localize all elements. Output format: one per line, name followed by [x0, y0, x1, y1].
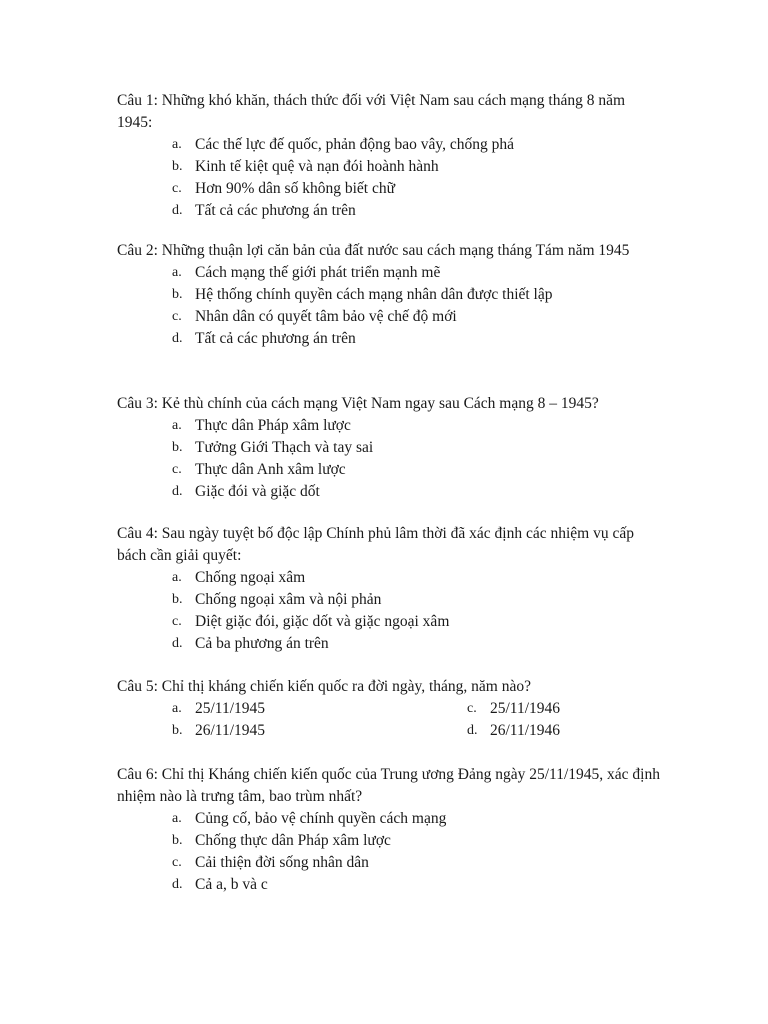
option-4b [117, 589, 662, 611]
option-3c [117, 459, 677, 481]
option-3d [117, 481, 677, 503]
option-6d [117, 874, 667, 896]
option-letter: b. [172, 833, 183, 848]
option-5b [117, 720, 455, 742]
question-1-text: Câu 1: Những khó khăn, thách thức đối với Việt Nam sau cách mạng tháng 8 năm 1945: [117, 92, 626, 131]
question-2 [117, 240, 647, 350]
option-6c [117, 852, 667, 874]
option-2b [117, 284, 647, 306]
option-text: Tất cả các phương án trên [195, 330, 356, 347]
option-5a [117, 698, 455, 720]
option-text: Tất cả các phương án trên [195, 202, 356, 219]
option-text: Chống thực dân Pháp xâm lược [195, 832, 391, 849]
option-letter: d. [172, 203, 183, 218]
option-text: 25/11/1946 [490, 700, 561, 717]
option-text: Cả a, b và c [195, 876, 268, 893]
question-5-options [117, 698, 677, 742]
option-text: 25/11/1945 [195, 700, 266, 717]
option-letter: c. [172, 181, 182, 196]
option-letter: c. [172, 462, 182, 477]
option-6a [117, 808, 667, 830]
option-text: Các thế lực đế quốc, phản động bao vây, chống phá [195, 136, 515, 153]
option-letter: a. [172, 701, 182, 716]
option-letter: c. [172, 855, 182, 870]
option-letter: d. [172, 331, 183, 346]
option-text: Tưởng Giới Thạch và tay sai [195, 439, 374, 456]
option-text: Hơn 90% dân số không biết chữ [195, 180, 395, 197]
question-5 [117, 676, 677, 742]
option-3b [117, 437, 677, 459]
question-1 [117, 90, 647, 222]
option-text: Thực dân Pháp xâm lược [195, 417, 351, 434]
option-3a [117, 415, 677, 437]
option-4c [117, 611, 662, 633]
option-text: 26/11/1945 [195, 722, 266, 739]
question-6 [117, 764, 667, 896]
option-text: Cải thiện đời sống nhân dân [195, 854, 369, 871]
question-4 [117, 523, 662, 655]
option-letter: d. [467, 723, 478, 738]
option-1b [117, 156, 647, 178]
option-letter: b. [172, 287, 183, 302]
option-letter: a. [172, 570, 182, 585]
option-letter: c. [172, 614, 182, 629]
option-6b [117, 830, 667, 852]
option-text: Giặc đói và giặc dốt [195, 483, 320, 500]
option-2d [117, 328, 647, 350]
option-letter: d. [172, 636, 183, 651]
question-1-options [117, 134, 647, 222]
option-4a [117, 567, 662, 589]
option-letter: a. [172, 265, 182, 280]
option-text: Thực dân Anh xâm lược [195, 461, 346, 478]
question-3-text: Câu 3: Kẻ thù chính của cách mạng Việt Nam ngay sau Cách mạng 8 – 1945? [117, 395, 599, 412]
option-1d [117, 200, 647, 222]
option-letter: d. [172, 877, 183, 892]
question-2-options [117, 262, 647, 350]
question-6-text: Câu 6: Chỉ thị Kháng chiến kiến quốc của Trung ương Đảng ngày 25/11/1945, xác định nhiệm nào là trưng tâm, bao trùm nhất? [117, 766, 660, 805]
option-text: Chống ngoại xâm [195, 569, 306, 586]
question-3 [117, 393, 677, 503]
option-letter: a. [172, 137, 182, 152]
option-text: Cả ba phương án trên [195, 635, 329, 652]
option-5c [412, 698, 750, 720]
option-4d [117, 633, 662, 655]
option-2c [117, 306, 647, 328]
question-5-text: Câu 5: Chỉ thị kháng chiến kiến quốc ra đời ngày, tháng, năm nào? [117, 678, 531, 695]
option-text: Củng cố, bảo vệ chính quyền cách mạng [195, 810, 447, 827]
option-letter: b. [172, 723, 183, 738]
option-text: 26/11/1946 [490, 722, 561, 739]
option-text: Diệt giặc đói, giặc dốt và giặc ngoại xâm [195, 613, 450, 630]
question-3-options [117, 415, 677, 503]
option-5d [412, 720, 750, 742]
option-letter: d. [172, 484, 183, 499]
option-letter: c. [467, 701, 477, 716]
option-1a [117, 134, 647, 156]
option-text: Hệ thống chính quyền cách mạng nhân dân được thiết lập [195, 286, 553, 303]
option-text: Chống ngoại xâm và nội phản [195, 591, 382, 608]
option-1c [117, 178, 647, 200]
option-text: Nhân dân có quyết tâm bảo vệ chế độ mới [195, 308, 457, 325]
question-4-text: Câu 4: Sau ngày tuyệt bố độc lập Chính phủ lâm thời đã xác định các nhiệm vụ cấp bách cần giải quyết: [117, 525, 634, 564]
question-6-options [117, 808, 667, 896]
option-text: Cách mạng thế giới phát triển mạnh mẽ [195, 264, 441, 281]
option-letter: c. [172, 309, 182, 324]
question-2-text: Câu 2: Những thuận lợi căn bản của đất nước sau cách mạng tháng Tám năm 1945 [117, 242, 630, 259]
option-letter: a. [172, 418, 182, 433]
option-letter: b. [172, 592, 183, 607]
question-4-options [117, 567, 662, 655]
option-2a [117, 262, 647, 284]
option-letter: b. [172, 159, 183, 174]
option-letter: b. [172, 440, 183, 455]
option-letter: a. [172, 811, 182, 826]
option-text: Kinh tế kiệt quệ và nạn đói hoành hành [195, 158, 439, 175]
